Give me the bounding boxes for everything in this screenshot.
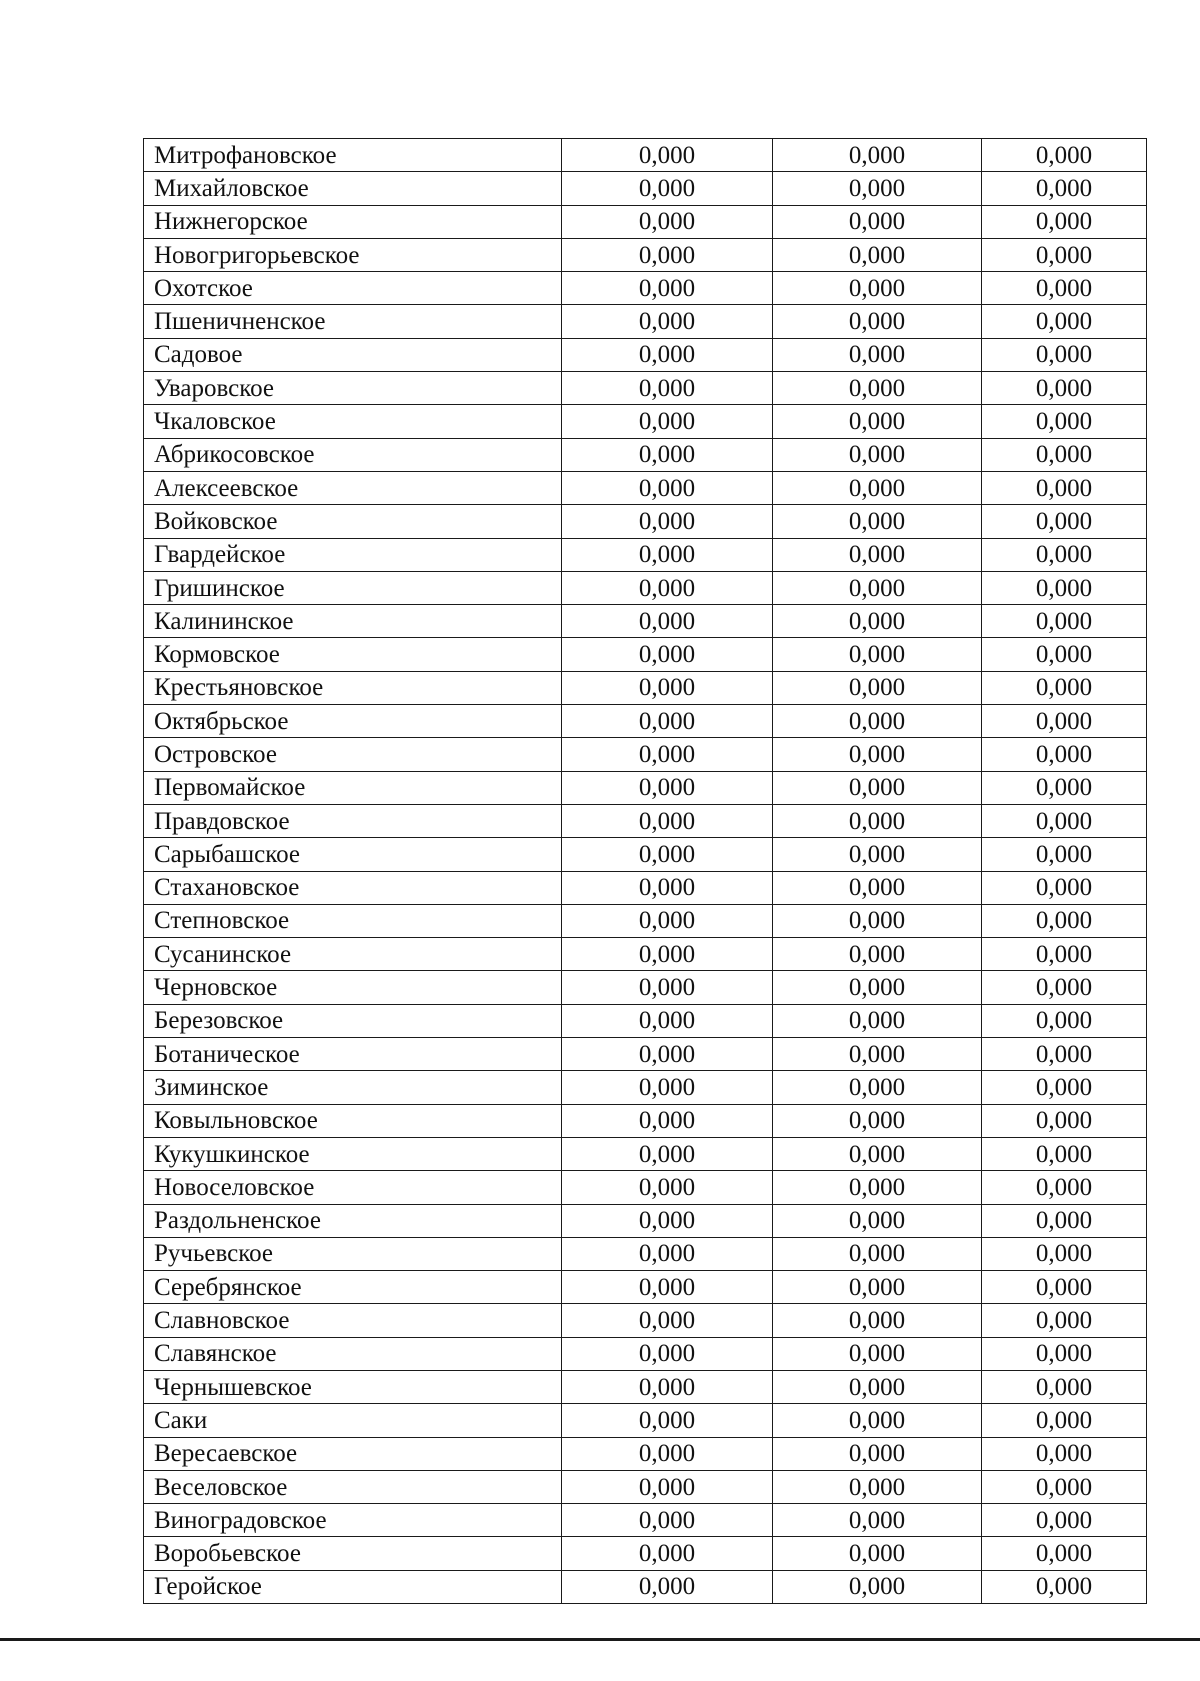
value-cell-1: 0,000 [562,1237,773,1270]
value-cell-3: 0,000 [982,1537,1147,1570]
value-cell-2: 0,000 [773,1071,982,1104]
value-cell-2: 0,000 [773,1104,982,1137]
settlement-name-cell: Чкаловское [144,405,562,438]
value-cell-1: 0,000 [562,172,773,205]
value-cell-1: 0,000 [562,305,773,338]
table-row [144,1038,1147,1071]
value-cell-3: 0,000 [982,471,1147,504]
value-cell-3: 0,000 [982,1337,1147,1370]
value-cell-1: 0,000 [562,338,773,371]
value-cell-2: 0,000 [773,1504,982,1537]
settlement-name-cell: Гришинское [144,571,562,604]
value-cell-3: 0,000 [982,1104,1147,1137]
value-cell-3: 0,000 [982,638,1147,671]
value-cell-3: 0,000 [982,305,1147,338]
value-cell-3: 0,000 [982,705,1147,738]
value-cell-3: 0,000 [982,1570,1147,1603]
value-cell-2: 0,000 [773,938,982,971]
value-cell-1: 0,000 [562,571,773,604]
settlement-name-cell: Степновское [144,904,562,937]
table-row [144,771,1147,804]
settlement-name-cell: Славновское [144,1304,562,1337]
table-row [144,904,1147,937]
value-cell-1: 0,000 [562,1404,773,1437]
value-cell-3: 0,000 [982,1038,1147,1071]
value-cell-3: 0,000 [982,971,1147,1004]
table-row [144,838,1147,871]
value-cell-1: 0,000 [562,1004,773,1037]
value-cell-1: 0,000 [562,405,773,438]
settlement-name-cell: Кормовское [144,638,562,671]
table-row [144,1171,1147,1204]
value-cell-2: 0,000 [773,1370,982,1403]
table-row [144,1337,1147,1370]
value-cell-1: 0,000 [562,871,773,904]
value-cell-2: 0,000 [773,1171,982,1204]
value-cell-2: 0,000 [773,1537,982,1570]
value-cell-2: 0,000 [773,1004,982,1037]
table-row [144,238,1147,271]
table-row [144,1537,1147,1570]
value-cell-1: 0,000 [562,1071,773,1104]
value-cell-2: 0,000 [773,139,982,172]
settlement-name-cell: Вересаевское [144,1437,562,1470]
value-cell-3: 0,000 [982,904,1147,937]
value-cell-2: 0,000 [773,638,982,671]
table-row [144,305,1147,338]
table-row [144,538,1147,571]
settlement-name-cell: Войковское [144,505,562,538]
settlement-name-cell: Виноградовское [144,1504,562,1537]
table-row [144,1204,1147,1237]
value-cell-1: 0,000 [562,1204,773,1237]
table-row [144,738,1147,771]
settlement-name-cell: Новогригорьевское [144,238,562,271]
table-row [144,671,1147,704]
value-cell-1: 0,000 [562,139,773,172]
settlement-name-cell: Алексеевское [144,471,562,504]
value-cell-1: 0,000 [562,938,773,971]
value-cell-1: 0,000 [562,538,773,571]
value-cell-2: 0,000 [773,438,982,471]
table-row [144,405,1147,438]
value-cell-3: 0,000 [982,1437,1147,1470]
settlement-name-cell: Березовское [144,1004,562,1037]
value-cell-2: 0,000 [773,471,982,504]
value-cell-2: 0,000 [773,1271,982,1304]
value-cell-3: 0,000 [982,1204,1147,1237]
value-cell-1: 0,000 [562,1337,773,1370]
value-cell-3: 0,000 [982,671,1147,704]
value-cell-3: 0,000 [982,1071,1147,1104]
settlement-name-cell: Правдовское [144,804,562,837]
value-cell-1: 0,000 [562,505,773,538]
table-row [144,471,1147,504]
value-cell-1: 0,000 [562,705,773,738]
settlement-name-cell: Уваровское [144,372,562,405]
settlement-name-cell: Абрикосовское [144,438,562,471]
table-row [144,1570,1147,1603]
value-cell-2: 0,000 [773,372,982,405]
value-cell-1: 0,000 [562,205,773,238]
value-cell-3: 0,000 [982,505,1147,538]
value-cell-3: 0,000 [982,139,1147,172]
table-body [144,139,1147,1604]
settlement-name-cell: Первомайское [144,771,562,804]
settlement-name-cell: Нижнегорское [144,205,562,238]
value-cell-1: 0,000 [562,272,773,305]
value-cell-3: 0,000 [982,1304,1147,1337]
table-row [144,1071,1147,1104]
value-cell-2: 0,000 [773,1304,982,1337]
value-cell-1: 0,000 [562,438,773,471]
value-cell-1: 0,000 [562,238,773,271]
table-row [144,505,1147,538]
value-cell-2: 0,000 [773,338,982,371]
settlement-name-cell: Славянское [144,1337,562,1370]
table-row [144,338,1147,371]
settlement-name-cell: Ручьевское [144,1237,562,1270]
value-cell-2: 0,000 [773,1437,982,1470]
value-cell-1: 0,000 [562,1304,773,1337]
settlement-name-cell: Михайловское [144,172,562,205]
value-cell-3: 0,000 [982,938,1147,971]
table-row [144,372,1147,405]
value-cell-3: 0,000 [982,1171,1147,1204]
settlement-name-cell: Кукушкинское [144,1137,562,1170]
settlement-name-cell: Островское [144,738,562,771]
value-cell-1: 0,000 [562,638,773,671]
value-cell-3: 0,000 [982,272,1147,305]
value-cell-2: 0,000 [773,205,982,238]
value-cell-3: 0,000 [982,1370,1147,1403]
table-row [144,1271,1147,1304]
settlement-name-cell: Октябрьское [144,705,562,738]
value-cell-2: 0,000 [773,804,982,837]
table-row [144,205,1147,238]
value-cell-3: 0,000 [982,605,1147,638]
value-cell-3: 0,000 [982,1271,1147,1304]
settlement-name-cell: Садовое [144,338,562,371]
value-cell-3: 0,000 [982,838,1147,871]
settlement-name-cell: Стахановское [144,871,562,904]
settlement-name-cell: Митрофановское [144,139,562,172]
value-cell-3: 0,000 [982,405,1147,438]
table-row [144,605,1147,638]
table-row [144,1470,1147,1503]
settlement-name-cell: Сарыбашское [144,838,562,871]
table-row [144,1137,1147,1170]
settlement-name-cell: Саки [144,1404,562,1437]
value-cell-1: 0,000 [562,471,773,504]
table-row [144,139,1147,172]
value-cell-3: 0,000 [982,538,1147,571]
value-cell-2: 0,000 [773,705,982,738]
value-cell-3: 0,000 [982,804,1147,837]
value-cell-2: 0,000 [773,505,982,538]
settlement-name-cell: Воробьевское [144,1537,562,1570]
value-cell-2: 0,000 [773,1038,982,1071]
value-cell-2: 0,000 [773,238,982,271]
data-table [143,138,1147,1604]
settlement-name-cell: Сусанинское [144,938,562,971]
table-row [144,1237,1147,1270]
settlement-name-cell: Новоселовское [144,1171,562,1204]
settlement-name-cell: Крестьяновское [144,671,562,704]
value-cell-3: 0,000 [982,238,1147,271]
value-cell-2: 0,000 [773,1204,982,1237]
settlement-name-cell: Веселовское [144,1470,562,1503]
value-cell-1: 0,000 [562,804,773,837]
value-cell-3: 0,000 [982,871,1147,904]
table-row [144,1370,1147,1403]
value-cell-3: 0,000 [982,1470,1147,1503]
settlement-name-cell: Охотское [144,272,562,305]
value-cell-1: 0,000 [562,1537,773,1570]
table-row [144,172,1147,205]
value-cell-1: 0,000 [562,1104,773,1137]
value-cell-3: 0,000 [982,172,1147,205]
value-cell-2: 0,000 [773,838,982,871]
value-cell-1: 0,000 [562,838,773,871]
value-cell-2: 0,000 [773,538,982,571]
value-cell-1: 0,000 [562,1171,773,1204]
value-cell-2: 0,000 [773,971,982,1004]
table-row [144,1004,1147,1037]
table-row [144,1404,1147,1437]
value-cell-3: 0,000 [982,1504,1147,1537]
table-row [144,871,1147,904]
value-cell-1: 0,000 [562,372,773,405]
value-cell-1: 0,000 [562,1370,773,1403]
value-cell-2: 0,000 [773,172,982,205]
table-row [144,571,1147,604]
value-cell-1: 0,000 [562,671,773,704]
settlement-name-cell: Серебрянское [144,1271,562,1304]
value-cell-1: 0,000 [562,738,773,771]
value-cell-2: 0,000 [773,1237,982,1270]
table-row [144,971,1147,1004]
value-cell-1: 0,000 [562,1504,773,1537]
value-cell-2: 0,000 [773,1137,982,1170]
table-row [144,804,1147,837]
settlement-name-cell: Раздольненское [144,1204,562,1237]
settlement-name-cell: Ковыльновское [144,1104,562,1137]
value-cell-1: 0,000 [562,1038,773,1071]
value-cell-3: 0,000 [982,205,1147,238]
value-cell-1: 0,000 [562,771,773,804]
value-cell-1: 0,000 [562,971,773,1004]
settlement-name-cell: Черновское [144,971,562,1004]
value-cell-2: 0,000 [773,305,982,338]
value-cell-3: 0,000 [982,438,1147,471]
value-cell-2: 0,000 [773,1570,982,1603]
settlement-name-cell: Зиминское [144,1071,562,1104]
value-cell-3: 0,000 [982,1137,1147,1170]
settlement-name-cell: Пшеничненское [144,305,562,338]
value-cell-2: 0,000 [773,904,982,937]
table-row [144,638,1147,671]
value-cell-3: 0,000 [982,771,1147,804]
value-cell-2: 0,000 [773,405,982,438]
value-cell-3: 0,000 [982,738,1147,771]
table-row [144,438,1147,471]
value-cell-2: 0,000 [773,571,982,604]
settlement-name-cell: Ботаническое [144,1038,562,1071]
value-cell-2: 0,000 [773,671,982,704]
settlement-name-cell: Гвардейское [144,538,562,571]
value-cell-2: 0,000 [773,605,982,638]
value-cell-2: 0,000 [773,1470,982,1503]
value-cell-1: 0,000 [562,904,773,937]
value-cell-2: 0,000 [773,1337,982,1370]
value-cell-1: 0,000 [562,605,773,638]
value-cell-2: 0,000 [773,771,982,804]
table-row [144,938,1147,971]
value-cell-3: 0,000 [982,338,1147,371]
table-row [144,1437,1147,1470]
bottom-rule [0,1638,1200,1641]
settlement-name-cell: Чернышевское [144,1370,562,1403]
value-cell-1: 0,000 [562,1437,773,1470]
value-cell-2: 0,000 [773,272,982,305]
value-cell-2: 0,000 [773,1404,982,1437]
value-cell-3: 0,000 [982,372,1147,405]
value-cell-1: 0,000 [562,1137,773,1170]
value-cell-1: 0,000 [562,1271,773,1304]
table-row [144,705,1147,738]
table-row [144,1104,1147,1137]
value-cell-1: 0,000 [562,1570,773,1603]
value-cell-1: 0,000 [562,1470,773,1503]
value-cell-3: 0,000 [982,571,1147,604]
value-cell-3: 0,000 [982,1237,1147,1270]
value-cell-2: 0,000 [773,738,982,771]
table-row [144,1504,1147,1537]
value-cell-3: 0,000 [982,1404,1147,1437]
value-cell-2: 0,000 [773,871,982,904]
settlement-name-cell: Калининское [144,605,562,638]
value-cell-3: 0,000 [982,1004,1147,1037]
settlement-name-cell: Геройское [144,1570,562,1603]
table-row [144,1304,1147,1337]
table-row [144,272,1147,305]
